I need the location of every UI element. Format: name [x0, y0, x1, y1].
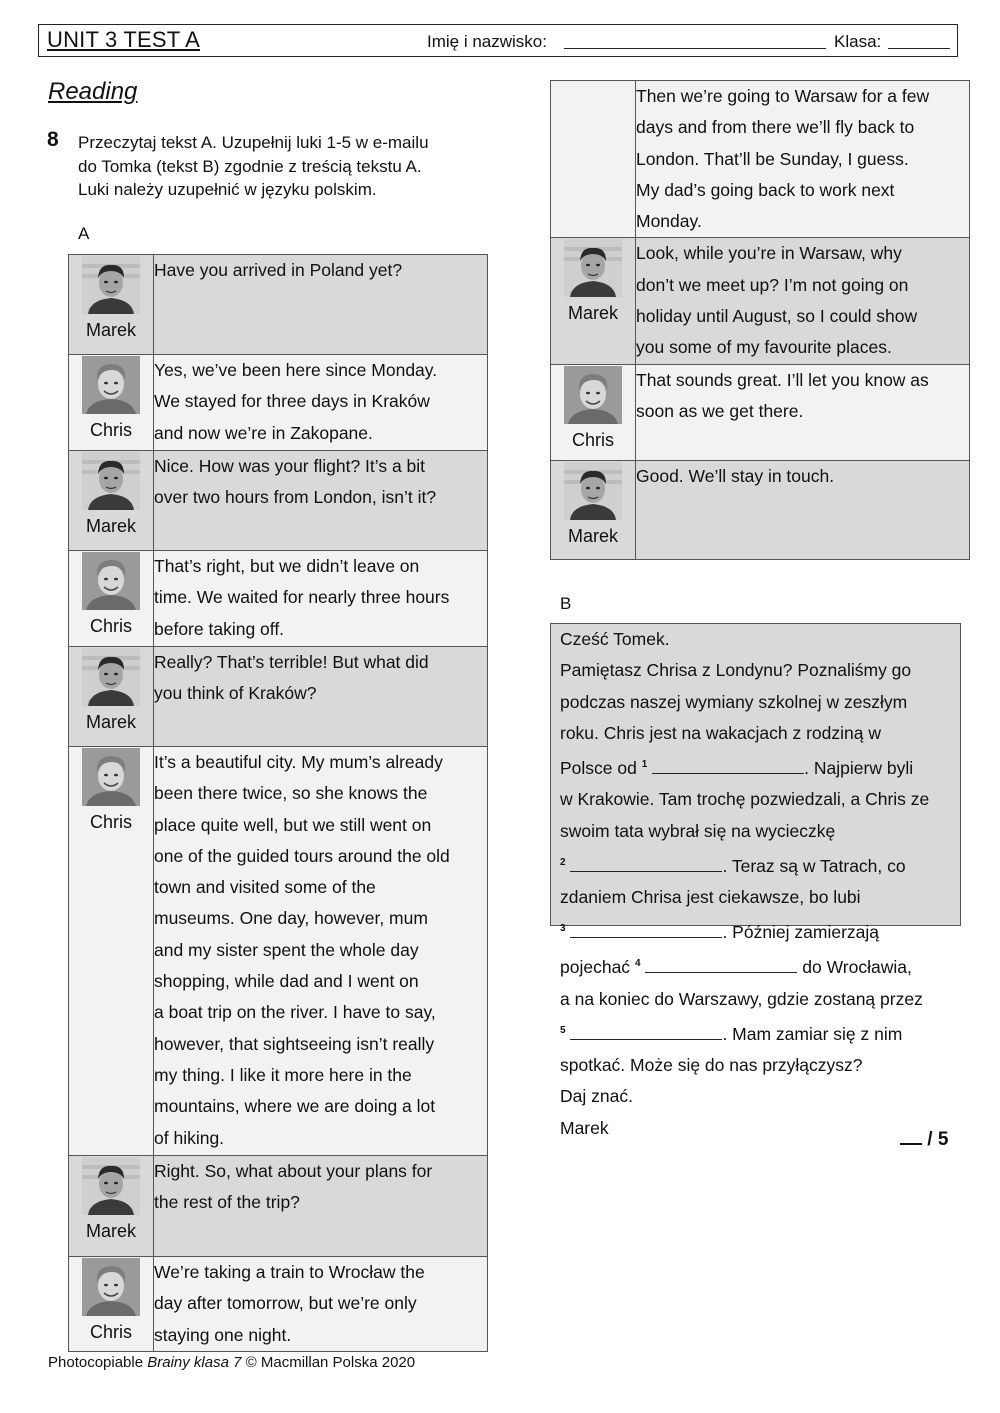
footer-prefix: Photocopiable — [48, 1354, 144, 1371]
email-text: . Najpierw byli — [804, 758, 914, 779]
message-cell — [636, 238, 970, 364]
message-cell — [154, 1257, 488, 1352]
task-number: 8 — [47, 128, 59, 151]
message-cell — [154, 1156, 488, 1257]
speaker-cell — [69, 647, 154, 747]
chris-avatar-icon — [82, 1258, 140, 1316]
marek-avatar-icon — [564, 239, 622, 297]
message-line: you think of Kraków? — [154, 683, 317, 704]
message-line: and my sister spent the whole day — [154, 939, 419, 960]
message-line: London. That’ll be Sunday, I guess. — [636, 148, 909, 169]
text-a-label: A — [78, 224, 90, 243]
gap-5-input[interactable] — [570, 1021, 722, 1040]
email-signature: Marek — [560, 1117, 609, 1138]
email-line: Daj znać. — [560, 1086, 633, 1107]
chat-row — [69, 647, 488, 747]
chris-avatar-icon — [564, 366, 622, 424]
email-text: . Później zamierzają — [722, 922, 880, 943]
message-cell — [154, 355, 488, 451]
instruction-line: Luki należy uzupełnić w języku polskim. — [78, 180, 377, 199]
message-line: My dad’s going back to work next — [636, 179, 895, 200]
speaker-cell — [551, 460, 636, 559]
email-line — [560, 1015, 952, 1050]
message-cell — [154, 451, 488, 551]
message-cell — [154, 551, 488, 647]
speaker-name: Marek — [85, 320, 136, 340]
message-line: of hiking. — [154, 1127, 225, 1148]
text-b-label: B — [560, 594, 572, 613]
chat-row — [69, 255, 488, 355]
message-line: you some of my favourite places. — [636, 337, 892, 358]
gap-number: 1 — [641, 759, 648, 771]
instruction-line: Przeczytaj tekst A. Uzupełnij luki 1-5 w e-mailu — [78, 133, 429, 152]
message-cell — [154, 747, 488, 1156]
message-line: the rest of the trip? — [154, 1192, 300, 1213]
footer-copyright: © Macmillan Polska 2020 — [245, 1354, 416, 1371]
message-line: place quite well, but we still went on — [154, 814, 432, 835]
chat-row — [551, 238, 970, 364]
chat-row — [69, 747, 488, 1156]
name-label: Imię i nazwisko: — [427, 32, 547, 51]
chat-row — [551, 81, 970, 238]
speaker-name: Chris — [89, 1322, 132, 1342]
message-line: Look, while you’re in Warsaw, why — [636, 243, 902, 264]
speaker-name: Marek — [567, 303, 618, 324]
message-line: That’s right, but we didn’t leave on — [154, 556, 420, 576]
message-line: holiday until August, so I could show — [636, 306, 918, 327]
message-line: We’re taking a train to Wrocław the — [154, 1262, 425, 1282]
chat-row — [551, 364, 970, 460]
message-cell — [636, 460, 970, 559]
message-line: my thing. I like it more here in the — [154, 1064, 412, 1085]
message-line: day after tomorrow, but we’re only — [154, 1293, 417, 1314]
message-line: museums. One day, however, mum — [154, 908, 428, 929]
speaker-cell — [551, 81, 636, 238]
email-line: podczas naszej wymiany szkolnej w zeszłym — [560, 691, 908, 712]
speaker-name: Marek — [85, 712, 136, 732]
message-line: days and from there we’ll fly back to — [636, 117, 915, 138]
message-line: soon as we get there. — [636, 400, 804, 421]
message-line: been there twice, so she knows the — [154, 783, 428, 804]
task-instruction — [78, 131, 498, 202]
email-line — [560, 847, 952, 882]
message-line: time. We waited for nearly three hours — [154, 587, 450, 608]
message-line: and now we’re in Zakopane. — [154, 422, 373, 443]
message-line: Nice. How was your flight? It’s a bit — [154, 456, 426, 476]
email-line: a na koniec do Warszawy, gdzie zostaną przez — [560, 988, 923, 1009]
email-text: . Mam zamiar się z nim — [722, 1023, 903, 1044]
message-line: town and visited some of the — [154, 877, 376, 898]
message-line: Really? That’s terrible! But what did — [154, 652, 429, 672]
email-text: do Wrocławia, — [802, 957, 912, 978]
speaker-cell — [69, 1257, 154, 1352]
gap-3-input[interactable] — [570, 919, 722, 938]
chat-row — [69, 355, 488, 451]
email-line: w Krakowie. Tam trochę pozwiedzali, a Chris ze — [560, 789, 930, 810]
marek-avatar-icon — [82, 256, 140, 314]
speaker-cell — [69, 355, 154, 451]
footer — [48, 1354, 415, 1371]
speaker-name: Chris — [89, 812, 132, 832]
gap-number: 2 — [560, 856, 566, 868]
email-line — [560, 948, 952, 983]
marek-avatar-icon — [82, 648, 140, 706]
chat-table-a — [68, 254, 488, 1352]
gap-4-input[interactable] — [645, 954, 797, 973]
name-field[interactable] — [564, 48, 826, 49]
gap-number: 3 — [560, 923, 566, 935]
email-line — [560, 913, 952, 948]
message-cell — [154, 647, 488, 747]
chat-row — [551, 460, 970, 559]
gap-1-input[interactable] — [652, 755, 804, 774]
marek-avatar-icon — [82, 452, 140, 510]
speaker-name: Chris — [89, 616, 132, 636]
speaker-cell — [69, 255, 154, 355]
chat-row — [69, 551, 488, 647]
class-label: Klasa: — [834, 32, 882, 51]
message-line: Right. So, what about your plans for — [154, 1161, 433, 1181]
score-field[interactable] — [900, 1127, 922, 1145]
email-line — [560, 749, 952, 784]
email-text: Polsce od — [560, 758, 637, 779]
gap-number: 5 — [560, 1024, 566, 1036]
speaker-name: Chris — [571, 429, 614, 450]
message-line: Good. We’ll stay in touch. — [636, 465, 835, 486]
message-line: Then we’re going to Warsaw for a few — [636, 86, 930, 106]
message-line: one of the guided tours around the old — [154, 845, 450, 866]
message-cell — [636, 81, 970, 238]
message-line: Monday. — [636, 211, 702, 232]
message-line: staying one night. — [154, 1324, 292, 1345]
score-total: / 5 — [927, 1129, 949, 1150]
email-text: pojechać — [560, 957, 631, 978]
chat-row — [69, 451, 488, 551]
speaker-name: Marek — [85, 516, 136, 536]
message-cell — [154, 255, 488, 355]
email-line: Pamiętasz Chrisa z Londynu? Poznaliśmy go — [560, 660, 912, 681]
email-line: swoim tata wybrał się na wycieczkę — [560, 820, 836, 841]
message-line: It’s a beautiful city. My mum’s already — [154, 752, 443, 772]
message-line: We stayed for three days in Kraków — [154, 391, 430, 412]
message-line: however, that sightseeing isn’t really — [154, 1033, 435, 1054]
speaker-cell — [69, 451, 154, 551]
marek-avatar-icon — [564, 462, 622, 520]
chris-avatar-icon — [82, 356, 140, 414]
unit-title: UNIT 3 TEST A — [47, 27, 200, 52]
test-header — [38, 24, 958, 57]
chat-row — [69, 1257, 488, 1352]
speaker-cell — [551, 238, 636, 364]
email-line: roku. Chris jest na wakacjach z rodziną w — [560, 722, 881, 743]
score-box — [900, 1127, 948, 1151]
chris-avatar-icon — [82, 552, 140, 610]
speaker-name: Marek — [85, 1221, 136, 1241]
speaker-name: Marek — [567, 525, 618, 546]
email-text-b — [550, 623, 961, 1138]
section-title: Reading — [48, 78, 138, 105]
speaker-cell — [69, 551, 154, 647]
message-line: before taking off. — [154, 618, 285, 639]
chat-table-a-continued — [550, 80, 970, 560]
speaker-name: Chris — [89, 420, 132, 440]
message-cell — [636, 364, 970, 460]
message-line: shopping, while dad and I went on — [154, 971, 419, 992]
chat-row — [69, 1156, 488, 1257]
class-field[interactable] — [888, 48, 950, 49]
email-text: . Teraz są w Tatrach, co — [722, 855, 906, 876]
speaker-cell — [551, 364, 636, 460]
message-line: Yes, we’ve been here since Monday. — [154, 360, 438, 380]
speaker-cell — [69, 1156, 154, 1257]
email-line: zdaniem Chrisa jest ciekawsze, bo lubi — [560, 887, 861, 908]
email-greeting: Cześć Tomek. — [560, 629, 670, 649]
message-line: That sounds great. I’ll let you know as — [636, 369, 929, 390]
message-line: Have you arrived in Poland yet? — [154, 260, 403, 280]
gap-2-input[interactable] — [570, 853, 722, 872]
marek-avatar-icon — [82, 1157, 140, 1215]
message-line: a boat trip on the river. I have to say, — [154, 1002, 436, 1023]
email-line: spotkać. Może się do nas przyłączysz? — [560, 1055, 863, 1075]
message-line: over two hours from London, isn’t it? — [154, 487, 437, 508]
gap-number: 4 — [634, 958, 641, 970]
message-line: don’t we meet up? I’m not going on — [636, 274, 909, 295]
speaker-cell — [69, 747, 154, 1156]
instruction-line: do Tomka (tekst B) zgodnie z treścią tekstu A. — [78, 156, 422, 176]
chris-avatar-icon — [82, 748, 140, 806]
message-line: mountains, where we are doing a lot — [154, 1096, 436, 1117]
footer-book: Brainy klasa 7 — [147, 1354, 242, 1371]
